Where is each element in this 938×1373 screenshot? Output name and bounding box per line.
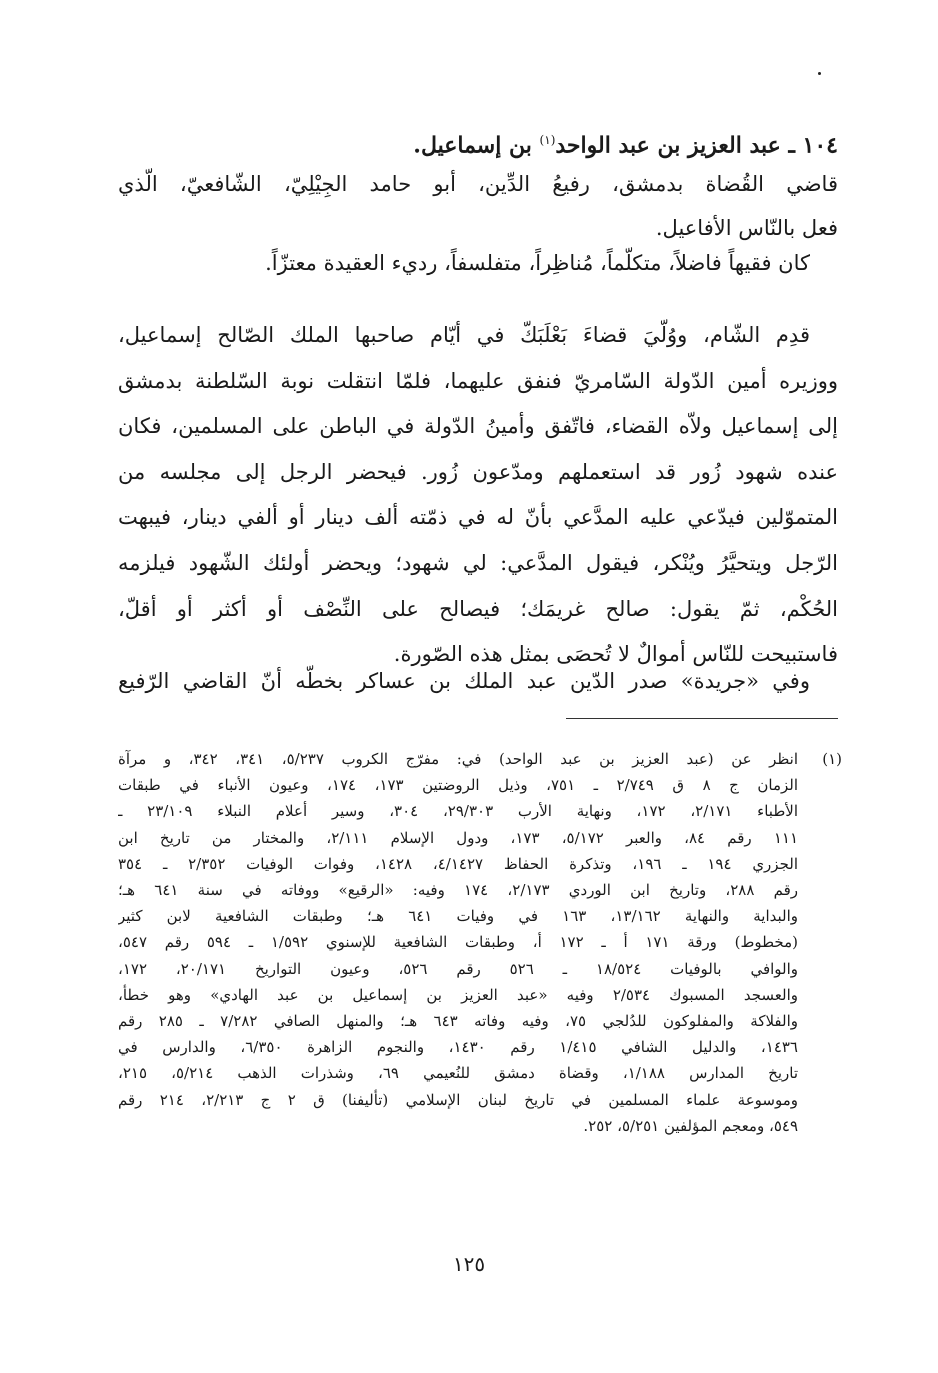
text-line: قدِم الشّام، ووُلّيَ قضاءَ بَعْلَبَكّ في أيّام صاحبها الملك الصّالح إسماعيل، <box>118 323 810 347</box>
text-line: وفي «جريدة» صدر الدّين عبد الملك بن عساكر بخطّه أنّ القاضي الرّفيع <box>118 669 810 693</box>
footnote-line: ١٤٣٦، والدليل الشافي ١/٤١٥ رقم ١٤٣٠، والنجوم الزاهرة ٦/٣٥٠، والدارس في <box>118 1038 798 1057</box>
footnote-line: انظر عن (عبد العزيز بن عبد الواحد) في: مفرّج الكروب ٥/٢٣٧، ٣٤١، ٣٤٢، و مرآة <box>118 750 798 768</box>
footnote-line: تاريخ المدارس ١/١٨٨، وقضاة دمشق للنُعيمي ٦٩، وشذرات الذهب ٥/٢١٤، ٢١٥، <box>118 1064 798 1083</box>
text-line: فاستبيحت للنّاس أموالٌ لا تُحصَى بمثل هذه الصّورة. <box>393 642 838 667</box>
text-line: فعل بالنّاس الأفاعيل. <box>655 216 838 240</box>
footnote-number: (١) <box>822 750 842 768</box>
entry-title-tail: بن إسماعيل. <box>413 132 532 159</box>
footnote-line: (مخطوط) ورقة ١٧١ أ ـ ١٧٢ أ، وطبقات الشافعية للإسنوي ١/٥٩٢ ـ ٥٩٤ رقم ٥٤٧، <box>118 933 798 952</box>
footnote <box>118 746 842 1139</box>
page-number: ١٢٥ <box>452 1252 486 1276</box>
entry-number-title: ١٠٤ ـ عبد العزيز بن عبد الواحد <box>555 132 838 159</box>
text-line: الرّجل ويتحيَّرُ ويُنْكر، فيقول المدَّعي: لي شهود؛ ويحضر أولئك الشّهود فيلزمه <box>118 550 838 575</box>
footnote-line: الزمان ج ٨ ق ٢/٧٤٩ ـ ٧٥١، وذيل الروضتين ١٧٣، ١٧٤، وعيون الأنباء في طبقات <box>118 776 798 795</box>
text-line: كان فقيهاً فاضلاً، متكلّماً، مُناظِراً، متفلسفاً، رديء العقيدة معتزّاً. <box>265 251 810 275</box>
footnote-line: الأطباء ٢/١٧١، ١٧٢، ونهاية الأرب ٢٩/٣٠٣، ٣٠٤، وسير أعلام النبلاء ٢٣/١٠٩ ـ <box>118 802 798 821</box>
text-line: عنده شهود زُور قد استعملهم ومدّعون زُور. فيحضر الرجل إلى مجلسه من <box>118 459 838 484</box>
text-line: ووزيره أمين الدّولة السّامريّ فنفق عليهما، فلمّا انتقلت نوبة السّلطنة بدمشق <box>118 368 838 393</box>
footnote-line: وموسوعة علماء المسلمين في تاريخ لبنان الإسلامي (تأليفنا) ق ٢ ج ٢/٢١٣، ٢١٤ رقم <box>118 1090 798 1109</box>
footnote-line: والبداية والنهاية ١٣/١٦٢، ١٦٣ في وفيات ٦٤١ هـ؛ وطبقات الشافعية لابن كثير <box>118 907 798 926</box>
entry-heading <box>118 122 838 163</box>
footnote-line: والعسجد المسبوك ٢/٥٣٤ وفيه «عبد العزيز بن إسماعيل بن عبد الهادي» وهو خطأ، <box>118 985 798 1004</box>
footnote-line: الجزري ١٩٤ ـ ١٩٦، وتذكرة الحفاظ ٤/١٤٢٧، ١٤٢٨، وفوات الوفيات ٢/٣٥٢ ـ ٣٥٤ <box>118 854 798 873</box>
footnote-line: والوافي بالوفيات ١٨/٥٢٤ ـ ٥٢٦ رقم ٥٢٦، وعيون التواريخ ٢٠/١٧١، ١٧٢، <box>118 959 798 978</box>
text-line: الحُكْم، ثمّ يقول: صالح غريمَك؛ فيصالح على النِّصْف أو أكثر أو أقلّ، <box>118 596 838 621</box>
text-line: قاضي القُضاة بدمشق، رفيعُ الدِّين، أبو حامد الجِيْلِيّ، الشّافعيّ، الّذي <box>118 172 838 196</box>
footnote-line: ١١١ رقم ٨٤، والعبر ٥/١٧٢، ١٧٣، ودول الإسلام ٢/١١١، والمختار من تاريخ ابن <box>118 828 798 847</box>
paragraph-jarida <box>118 661 838 701</box>
paragraph-intro <box>118 162 838 250</box>
footnote-separator <box>566 718 838 719</box>
footnote-line: والفلاكة والمفلوكون للدُلجي ٧٥، وفيه وفاته ٦٤٣ هـ؛ والمنهل الصافي ٧/٢٨٢ ـ ٢٨٥ رقم <box>118 1012 798 1031</box>
footnote-reference: (١) <box>539 133 556 147</box>
paragraph-description <box>118 241 838 285</box>
paragraph-biography <box>118 313 838 678</box>
footnote-line: رقم ٢٨٨، وتاريخ ابن الوردي ٢/١٧٣، ١٧٤ وفيه: «الرقيع» ووفاته في سنة ٦٤١ هـ؛ <box>118 881 798 900</box>
text-line: المتموّلين فيدّعي عليه المدَّعي بأنّ له في ذمّته ألف دينار أو ألفي دينار، فيبهت <box>118 505 838 530</box>
text-line: إلى إسماعيل ولاّه القضاء، فاتّفق وأمينُ الدّولة في الباطن على المسلمين، فكان <box>118 414 838 439</box>
footnote-line: ٥٤٩، ومعجم المؤلفين ٥/٢٥١، ٢٥٢. <box>583 1116 798 1135</box>
page-speck <box>818 72 821 75</box>
footnote-body <box>118 746 798 1139</box>
